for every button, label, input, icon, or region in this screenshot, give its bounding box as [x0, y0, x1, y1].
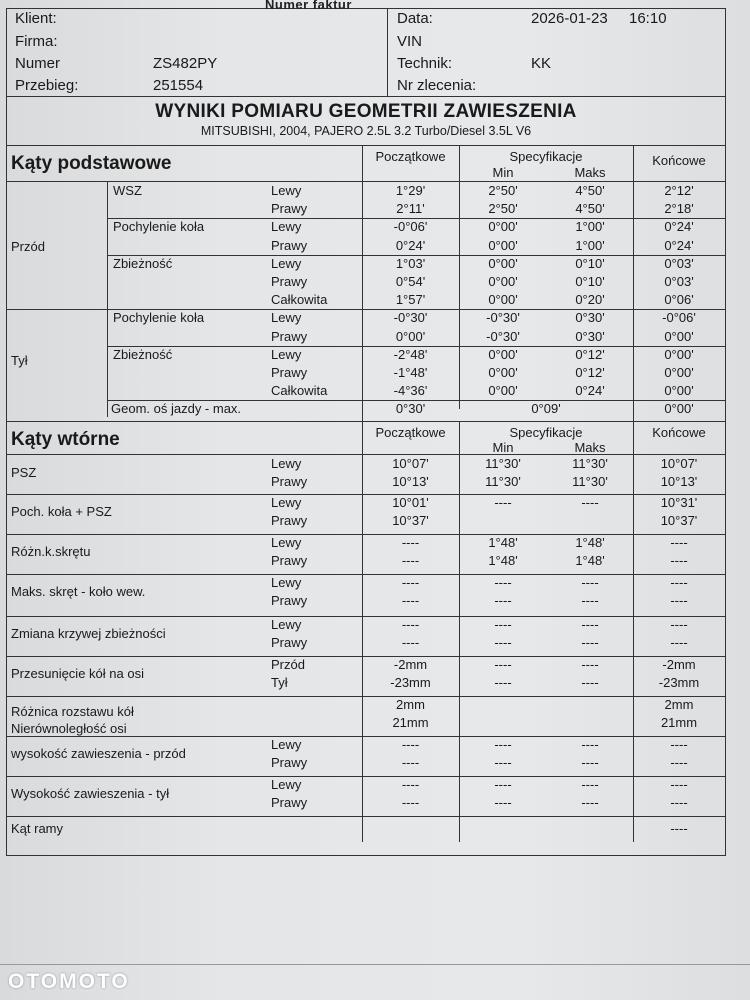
secondary-max-value: 1°48': [575, 534, 605, 550]
secondary-initial-value: ----: [401, 634, 420, 650]
secondary-row-label: Maks. skręt - koło wew.: [11, 583, 146, 599]
numer-value: ZS482PY: [153, 55, 218, 72]
secondary-final-value: 2mm: [664, 696, 694, 712]
secondary-min-value: 1°48': [488, 552, 518, 568]
basic-max-value: 4°50': [575, 201, 605, 217]
secondary-min-value: 11°30': [485, 455, 521, 471]
basic-min-value: 0°00': [488, 292, 518, 308]
secondary-min-value: ----: [494, 494, 512, 510]
secondary-final-value: ----: [670, 754, 688, 770]
basic-section-title: Kąty podstawowe: [11, 153, 172, 174]
header-divider: [387, 9, 388, 96]
rear-axle-label: Tył: [11, 353, 28, 369]
basic-initial-value: 2°11': [396, 201, 425, 217]
basic-final-value: 0°24': [664, 219, 694, 235]
secondary-max-value: ----: [581, 656, 599, 672]
basic-initial-value: -1°48': [393, 365, 428, 380]
basic-min-value: -0°30': [486, 310, 520, 326]
secondary-col-line: [459, 421, 460, 842]
secondary-min-value: ----: [494, 794, 512, 810]
secondary-max-value: 1°48': [575, 552, 605, 568]
secondary-max-value: ----: [581, 794, 599, 810]
secondary-max-value: 11°30': [572, 455, 608, 471]
zlecenie-label: Nr zlecenia:: [397, 77, 477, 94]
secondary-row-label: PSZ: [11, 464, 37, 480]
secondary-side-label: Prawy: [271, 473, 308, 489]
secondary-initial-value: ----: [401, 616, 420, 632]
secondary-row-label-2: Nierównoległość osi: [11, 720, 127, 736]
basic-side-label: Prawy: [271, 237, 308, 253]
secondary-final-value: 10°13': [660, 473, 698, 489]
secondary-side-label: Lewy: [271, 494, 302, 510]
basic-bottom-line: [7, 421, 725, 422]
secondary-initial-value: ----: [401, 776, 420, 792]
basic-initial-value: 1°57': [395, 292, 426, 308]
technik-value: KK: [531, 55, 552, 72]
col-spec-header: Specyfikacje: [509, 149, 583, 164]
basic-max-value: 0°30': [575, 310, 605, 326]
secondary-initial-value: -2mm: [393, 656, 428, 672]
secondary-initial-value: ----: [401, 754, 420, 770]
basic-initial-value: 0°00': [395, 328, 426, 344]
basic-min-value: 2°50': [488, 183, 518, 198]
basic-final-value: 0°24': [664, 237, 694, 253]
secondary-min-value: ----: [494, 674, 512, 690]
klient-label: Klient:: [15, 10, 57, 27]
secondary-final-value: 21mm: [660, 714, 698, 730]
secondary-min-value: ----: [494, 736, 512, 752]
secondary-max-value: 11°30': [572, 473, 608, 489]
basic-header-line: [7, 181, 725, 182]
sec-col-initial-header: Początkowe: [375, 424, 446, 440]
secondary-final-value: ----: [670, 552, 688, 568]
secondary-side-label: Prawy: [271, 634, 308, 650]
numer-label: Numer: [15, 55, 61, 72]
secondary-max-value: ----: [581, 494, 599, 510]
secondary-row-label: Zmiana krzywej zbieżności: [11, 625, 166, 641]
secondary-row-label: Wysokość zawieszenia - tył: [11, 785, 170, 801]
basic-group-line: [107, 346, 725, 347]
secondary-max-value: ----: [581, 736, 599, 752]
header-bottom-line: [7, 96, 725, 97]
secondary-side-label: Prawy: [271, 512, 308, 528]
basic-group-line: [107, 255, 725, 256]
secondary-final-value: ----: [670, 634, 688, 650]
secondary-min-value: ----: [494, 776, 512, 792]
sec-col-max-header: Maks: [574, 439, 606, 455]
secondary-final-value: ----: [670, 534, 688, 550]
basic-max-value: 0°30': [575, 328, 605, 344]
secondary-row-label: Poch. koła + PSZ: [11, 503, 112, 519]
col-max-header: Maks: [574, 165, 606, 180]
basic-initial-value: -0°30': [393, 310, 428, 326]
secondary-initial-value: ----: [401, 574, 420, 590]
basic-group-label: Pochylenie koła: [113, 219, 205, 235]
basic-side-label: Lewy: [271, 346, 302, 362]
geom-initial-value: 0°30': [395, 401, 426, 417]
secondary-initial-value: 10°01': [392, 494, 429, 510]
secondary-final-value: ----: [670, 776, 688, 792]
secondary-initial-value: ----: [401, 534, 420, 550]
secondary-min-value: 1°48': [488, 534, 518, 550]
secondary-max-value: ----: [581, 616, 599, 632]
basic-initial-value: -2°48': [393, 346, 428, 362]
secondary-initial-value: 10°07': [392, 455, 429, 471]
basic-max-value: 0°10': [575, 255, 605, 271]
basic-max-value: 1°00': [575, 219, 605, 235]
basic-side-label: Prawy: [271, 365, 308, 380]
basic-final-value: 2°18': [664, 201, 694, 217]
basic-max-value: 0°24': [575, 383, 605, 399]
vin-label: VIN: [397, 33, 423, 50]
secondary-side-label: Prawy: [271, 794, 308, 810]
secondary-initial-value: ----: [401, 736, 420, 752]
secondary-max-value: ----: [581, 776, 599, 792]
secondary-final-value: ----: [670, 574, 688, 590]
przebieg-label: Przebieg:: [15, 77, 79, 94]
basic-min-value: -0°30': [486, 328, 520, 344]
time-value: 16:10: [629, 10, 667, 27]
basic-group-line: [107, 218, 725, 219]
data-value: 2026-01-23: [531, 10, 608, 27]
secondary-side-label: Tył: [271, 674, 288, 690]
report-sheet: [6, 0, 726, 856]
secondary-side-label: Lewy: [271, 736, 302, 752]
basic-max-value: 0°20': [575, 292, 605, 308]
secondary-initial-value: -23mm: [390, 674, 431, 690]
basic-final-value: -0°06': [662, 310, 696, 326]
basic-group-col-line: [107, 181, 108, 417]
secondary-final-value: 10°07': [660, 455, 698, 471]
basic-group-label: Pochylenie koła: [113, 310, 205, 326]
secondary-side-label: Lewy: [271, 534, 302, 550]
secondary-side-label: Lewy: [271, 574, 302, 590]
basic-initial-value: -4°36': [393, 383, 428, 399]
secondary-side-label: Przód: [271, 656, 305, 672]
secondary-final-value: -23mm: [658, 674, 700, 690]
vehicle-subtitle: MITSUBISHI, 2004, PAJERO 2.5L 3.2 Turbo/Diesel 3.5L V6: [200, 124, 532, 138]
basic-min-value: 2°50': [488, 201, 518, 217]
secondary-max-value: ----: [581, 754, 599, 770]
geom-final-value: 0°00': [664, 401, 694, 417]
basic-min-value: 0°00': [488, 383, 518, 399]
secondary-initial-value: ----: [401, 592, 420, 608]
secondary-final-value: 10°31': [660, 494, 698, 510]
basic-final-value: 0°06': [664, 292, 694, 308]
secondary-side-label: Lewy: [271, 616, 302, 632]
basic-max-value: 0°12': [575, 346, 605, 362]
secondary-max-value: ----: [581, 674, 599, 690]
basic-min-value: 0°00': [488, 219, 518, 235]
basic-initial-value: -0°06': [393, 219, 428, 235]
otomoto-logo: OTOMOTO: [8, 970, 130, 993]
secondary-row-label: Różn.k.skrętu: [11, 543, 91, 559]
col-initial-header: Początkowe: [375, 149, 446, 164]
basic-group-label: WSZ: [113, 183, 142, 198]
basic-side-label: Prawy: [271, 201, 308, 217]
secondary-max-value: ----: [581, 592, 599, 608]
secondary-col-line: [362, 421, 363, 842]
basic-final-value: 0°00': [664, 346, 694, 362]
secondary-row-label: Różnica rozstawu kół: [11, 703, 134, 719]
basic-final-value: 0°03': [664, 274, 694, 289]
secondary-max-value: ----: [581, 634, 599, 650]
secondary-min-value: ----: [494, 754, 512, 770]
basic-side-label: Lewy: [271, 183, 302, 198]
basic-side-label: Lewy: [271, 255, 302, 271]
secondary-final-value: ----: [670, 592, 688, 608]
secondary-side-label: Lewy: [271, 776, 302, 792]
secondary-section-title: Kąty wtórne: [11, 428, 120, 450]
basic-group-line: [7, 309, 725, 310]
secondary-min-value: ----: [494, 656, 512, 672]
report-title: WYNIKI POMIARU GEOMETRII ZAWIESZENIA: [155, 101, 577, 122]
basic-min-value: 0°00': [488, 255, 518, 271]
secondary-row-label: Przesunięcie kół na osi: [11, 665, 144, 681]
front-axle-label: Przód: [11, 238, 45, 254]
basic-group-label: Zbieżność: [113, 346, 173, 362]
geom-spec-value: 0°09': [531, 401, 561, 417]
secondary-col-line: [633, 421, 634, 842]
secondary-initial-value: 2mm: [396, 696, 425, 712]
basic-final-value: 0°03': [664, 255, 694, 271]
secondary-final-value: 10°37': [660, 512, 698, 528]
basic-min-value: 0°00': [488, 274, 518, 289]
secondary-min-value: ----: [494, 634, 512, 650]
secondary-min-value: 11°30': [485, 473, 521, 489]
basic-final-value: 0°00': [664, 328, 694, 344]
secondary-row-line: [7, 816, 725, 817]
basic-side-label: Prawy: [271, 274, 308, 289]
sec-col-min-header: Min: [492, 439, 514, 455]
basic-final-value: 2°12': [664, 183, 694, 198]
secondary-initial-value: 10°13': [392, 473, 429, 489]
basic-min-value: 0°00': [488, 346, 518, 362]
secondary-side-label: Lewy: [271, 455, 302, 471]
basic-final-value: 0°00': [664, 365, 694, 380]
secondary-max-value: ----: [581, 574, 599, 590]
przebieg-value: 251554: [153, 77, 204, 94]
secondary-final-value: -2mm: [662, 656, 696, 672]
basic-side-label: Prawy: [271, 328, 308, 344]
basic-max-value: 1°00': [575, 237, 605, 253]
secondary-final-value: ----: [670, 794, 688, 810]
basic-side-label: Lewy: [271, 219, 302, 235]
footer-divider: [0, 964, 750, 965]
basic-initial-value: 1°03': [395, 255, 426, 271]
secondary-row-label: Kąt ramy: [11, 820, 64, 836]
secondary-final-value: ----: [670, 736, 688, 752]
sec-col-final-header: Końcowe: [652, 424, 706, 440]
basic-initial-value: 1°29': [395, 183, 426, 198]
basic-initial-value: 0°54': [395, 274, 426, 289]
data-label: Data:: [397, 10, 433, 27]
title-bottom-line: [7, 145, 725, 146]
col-min-header: Min: [492, 165, 514, 180]
secondary-initial-value: ----: [401, 552, 420, 568]
footer-bar: [0, 960, 750, 1000]
basic-side-label: Lewy: [271, 310, 302, 326]
secondary-initial-value: 21mm: [392, 714, 429, 730]
secondary-side-label: Prawy: [271, 754, 308, 770]
cut-off-title: Numer faktur: [265, 0, 352, 9]
basic-max-value: 4°50': [575, 183, 605, 198]
secondary-min-value: ----: [494, 592, 512, 608]
basic-max-value: 0°10': [575, 274, 605, 289]
basic-group-label: Zbieżność: [113, 255, 173, 271]
secondary-side-label: Prawy: [271, 592, 308, 608]
col-final-header: Końcowe: [652, 153, 706, 168]
basic-min-value: 0°00': [488, 365, 518, 380]
sec-col-spec-header: Specyfikacje: [509, 424, 583, 440]
geom-label: Geom. oś jazdy - max.: [111, 401, 242, 417]
basic-initial-value: 0°24': [395, 237, 426, 253]
basic-final-value: 0°00': [664, 383, 694, 399]
secondary-initial-value: ----: [401, 794, 420, 810]
technik-label: Technik:: [397, 55, 453, 72]
basic-side-label: Całkowita: [271, 292, 328, 308]
basic-max-value: 0°12': [575, 365, 605, 380]
basic-min-value: 0°00': [488, 237, 518, 253]
basic-side-label: Całkowita: [271, 383, 328, 399]
secondary-initial-value: 10°37': [392, 512, 429, 528]
secondary-final-value: ----: [670, 820, 688, 836]
secondary-header-line: [7, 454, 725, 455]
secondary-min-value: ----: [494, 616, 512, 632]
secondary-row-label: wysokość zawieszenia - przód: [11, 745, 186, 761]
secondary-min-value: ----: [494, 574, 512, 590]
secondary-side-label: Prawy: [271, 552, 308, 568]
firma-label: Firma:: [15, 33, 58, 50]
secondary-final-value: ----: [670, 616, 688, 632]
